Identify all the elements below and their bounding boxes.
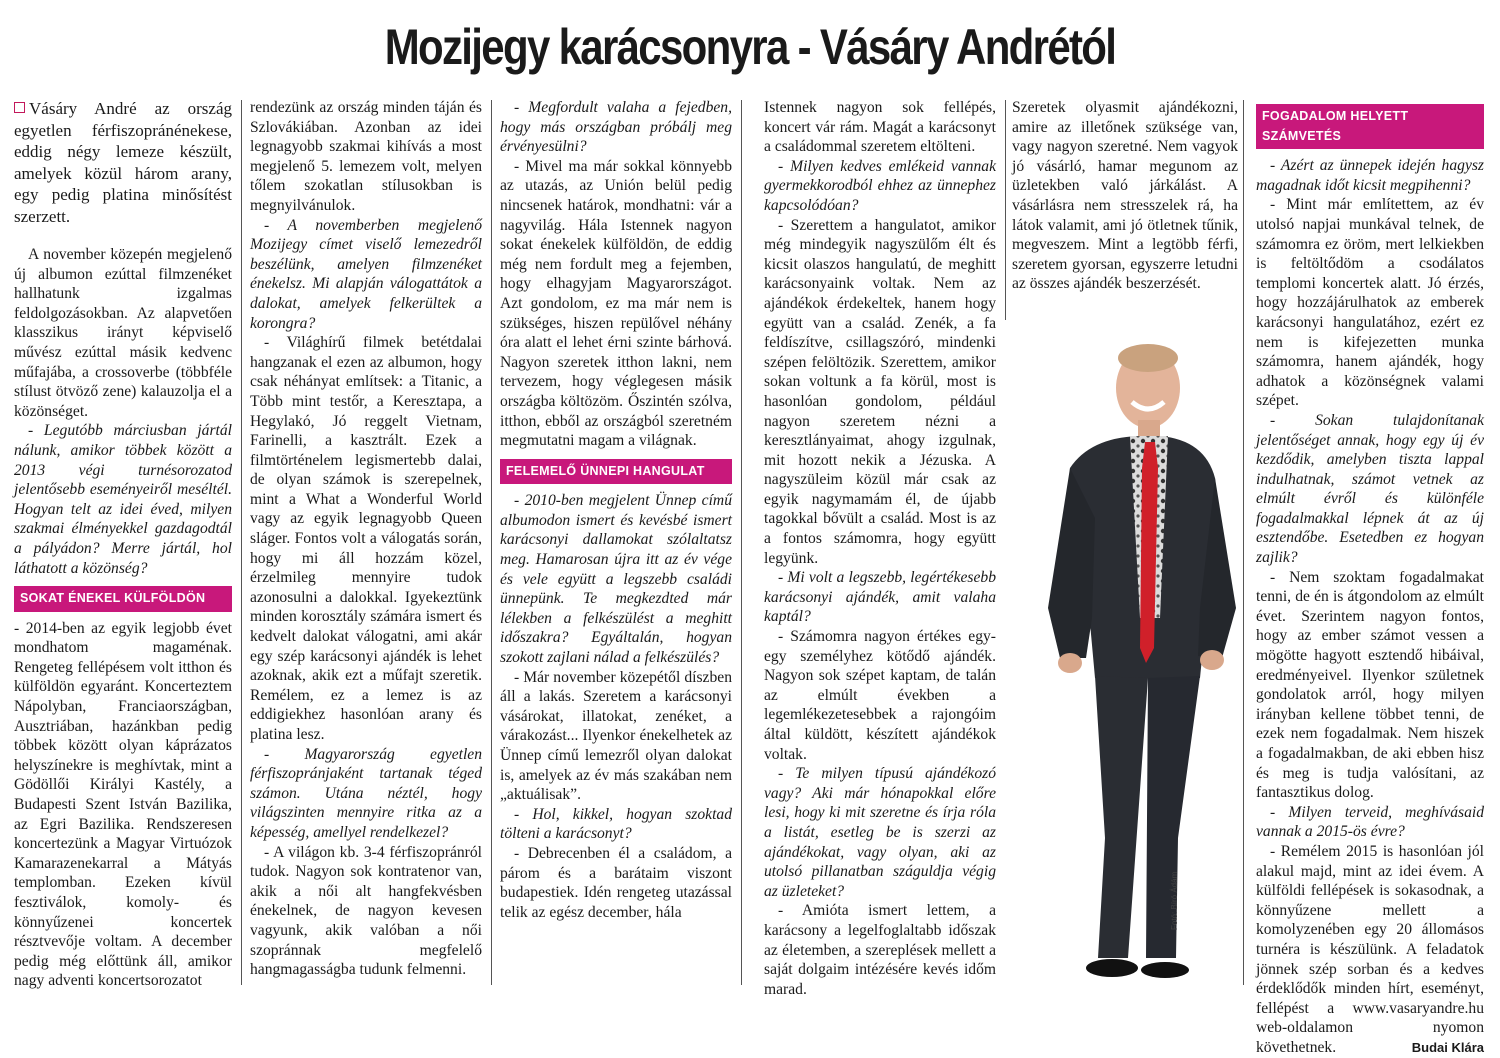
lead-paragraph: Vásáry André az ország egyetlen férfiszopránénekese, eddig négy lemeze készült, amelyek közül három arany, egy pedig platina minősítést szerzett. [14,99,232,226]
question: - Hol, kikkel, hogyan szoktad tölteni a karácsonyt? [500,805,732,843]
column-5 [1012,98,1238,328]
column-2 [250,98,482,998]
column-divider [1005,100,1006,320]
question: - A novemberben megjelenő Mozijegy címet viselő lemezedről beszélünk, amelyen filmzenéket énekelsz. Mi alapján válogattátok a dalokat, amelyek felkerültek a korongra? [250,216,482,332]
question: - 2010-ben megjelent Ünnep című albumodon ismert és kevésbé ismert karácsonyi dallamokat szólaltatsz meg. Hamarosan újra itt az év vége és vele együtt a legszebb családi ünnepünk. Te megkezdted már lélekben a felkészülést a meghitt időszakra? Egyáltalán, hogyan szokott zajlani nálad a felkészülés? [500,492,732,667]
right-hand [1200,650,1224,670]
right-shoe [1141,962,1189,978]
question: - Azért az ünnepek idején hagysz magadnak időt kicsit megpihenni? [1256,157,1484,194]
portrait-photo [1000,318,1240,988]
question: - Legutóbb márciusban jártál nálunk, amikor többek között a 2013 végi turnésorozatod jelentősebb eseményeiről meséltél. Hogyan telt az idei éved, milyen szakmai élményekkel gazdagodtál a pályádon? Merre jártál, hol láthatott a közönség? [14,422,232,577]
left-hand [1058,653,1082,673]
answer: - A világon kb. 3-4 férfiszopránról tudok. Nagyon sok kontratenor van, akik a női alt hangfekvésben énekelnek, de nagyon kevesen vagyunk, akik valóban a női szopránnak megfelelő hangmagasságba tudunk felmenni. [250,843,482,979]
question: - Magyarország egyetlen férfiszopránjaként tartanak téged számon. Utána néztél, hogy világszinten mennyire ritka az a képesség, amellyel rendelkezel? [250,745,482,841]
left-leg [1095,676,1148,958]
photo-credit: Fotó: Bíró Ádám [1170,871,1179,930]
lead-marker-icon [14,102,25,113]
column-4 [764,98,996,998]
answer: - Mint már említettem, az év utolsó napjai munkával telnek, de számomra ez öröm, mert lelkiekben is feltöltődöm a csodálatos templomi koncertek alatt. Jó érzés, hogy hozzájárulhatok az emberek karácsonyi hangulatához, ezért ez nem is kifejezetten munka számomra, hanem ajándék, hogy adhatok a közönségnek valami szépet. [1256,196,1484,410]
answer: - Debrecenben él a családom, a párom és a barátaim viszont budapestiek. Idén rengeteg utazással telik az egész december, hála [500,844,732,921]
column-divider [241,100,242,985]
answer: - 2014-ben az egyik legjobb évet mondhatom magaménak. Rengeteg fellépésem volt itthon és külföldön egyaránt. Koncerteztem Nápolyban, Franciaországban, Ausztriában, hazánkban pedig többek között olyan káprázatos helyszínekre is meghívtak, mint a Gödöllői Királyi Kastély, a Budapesti Szent István Bazilika, az Egri Bazilika. Rendszeresen koncertezünk a Magyar Virtuózok Kamarazenekarral a Mátyás templomban. Ezeken kívül fesztiválok, komoly- és könnyűzenei koncertek résztvevője voltam. A december pedig még előttünk áll, amikor nagy adventi koncertsorozatot [14,619,232,990]
column-3 [500,98,732,998]
question: - Sokan tulajdonítanak jelentőséget annak, hogy egy új év kezdődik, amelyben tiszta lappal indulhatnak, számot vetnek az elmúlt évről és különféle fogadalmakkal lépnek át az új esztendőbe. Esetedben ez hogyan zajlik? [1256,411,1484,567]
question: - Mi volt a legszebb, legértékesebb karácsonyi ajándék, amit valaha kaptál? [764,569,996,626]
column-divider [1243,100,1244,985]
answer: - Már november közepétől díszben áll a lakás. Szeretem a karácsonyi vásárokat, illatokat, zenéket, a várakozást... Ilyenkor énekelhetek az Ünnep című lemezről olyan dalokat is, amelyek az év más szakában nem „aktuálisak”. [500,668,732,804]
answer: - Világhírű filmek betétdalai hangzanak el ezen az albumon, hogy csak néhányat említsek: a Titanic, a Több mint testőr, a Keresztapa, a Hegylakó, Jó reggelt Vietnam, Farinelli, a kasztrált. Ezek a filmtörténelem legismertebb dalai, de olyan számok is szerepelnek, mint a What a Wonderful World vagy az egyik legnagyobb Queen sláger. Fontos volt a válogatás során, hogy mi áll hozzám közel, érzelmileg mennyire tudok azonosulni a dalokkal. Igyekeztünk minden korosztály számára ismert és kedvelt dalokat válogatni, ami akár egy szép karácsonyi ajándék is lehet azoknak, akik ezt a műfajt szeretik. Remélem, ez a lemez is az eddigiekhez hasonlóan arany és platina lesz. [250,334,482,743]
left-shoe [1086,959,1138,977]
column-6 [1256,98,1484,1056]
question: - Milyen terveid, meghívásaid vannak a 2015-ös évre? [1256,803,1484,841]
subheading: SOKAT ÉNEKEL KÜLFÖLDÖN [14,586,232,612]
body-paragraph: rendezünk az ország minden táján és Szlovákiában. Azonban az idei legnagyobb szakmai kihívás a most megjelenő 5. lemezem volt, melyen tőlem szokatlan stílusokban is megnyilvánulok. [250,99,482,214]
subheading: FELEMELŐ ÜNNEPI HANGULAT [500,459,732,485]
hair [1118,344,1178,372]
answer: - Nem szoktam fogadalmakat tenni, de én is átgondolom az elmúlt évet. Szerintem nagyon fontos, hogy az ember számot vessen a mögötte hagyott esztendő hibáival, eredményeivel. Ilyenkor születnek gondolatok arról, hogy milyen irányban kellene többet tenni, de ezek nem fogadalmak. Nem hiszek a fogadalmakban, de aki ebben hisz és meg is tudja valósítani, az fantasztikus dolog. [1256,568,1484,802]
body-paragraph: Szeretek olyasmit ajándékozni, amire az illetőnek szüksége van, vagy nagyon szeretné. Nem vagyok jó vásárló, hamar megunom az üzletekben való járkálást. A vásárlásra nem stresszelek rá, ha látok valamit, ami jó ötletnek tűnik, megveszem. Mint a legtöbb férfi, szeretem gyorsan, egyszerre letudni az összes ajándék beszerzését. [1012,99,1238,293]
answer: - Számomra nagyon értékes egy-egy személyhez kötődő ajándék. Nagyon sok szépet kaptam, de talán az elmúlt években a legemlékezetesebbek a rajongóim által küldött, készített ajándékok voltak. [764,628,996,763]
author-signature: Budai Klára [1411,1039,1484,1055]
body-paragraph: A november közepén megjelenő új albumon ezúttal filmzenéket hallhatunk izgalmas feldolgozásokban. Az alapvetően klasszikus irányt képviselő művész ezúttal másik kedvenc műfajába, a crossoverbe (többféle stílust ötvöző zene) kalauzolja el a közönséget. [14,246,232,420]
body-paragraph: Istennek nagyon sok fellépés, koncert vár rám. Magát a karácsonyt a családommal szeretem eltölteni. [764,99,996,156]
answer: - Mivel ma már sokkal könnyebb az utazás, az Unión belül pedig nincsenek határok, mondhatni: vár a nagyvilág. Hála Istennek nagyon sokat énekelek külföldön, de eddig még nem fordult meg a fejemben, hogy elhagyjam Magyarországot. Azt gondolom, ez ma már nem is szükséges, hiszen repülővel néhány óra alatt el lehet érni szinte bárhová. Nagyon szeretek itthon lakni, nem tervezem, hogy véglegesen másik országba költözöm. Őszintén szólva, itthon, ebből az országból szeretném megmutatni magam a világnak. [500,157,732,450]
subheading: FOGADALOM HELYETT SZÁMVETÉS [1256,104,1484,149]
column-divider [491,100,492,985]
answer: - Remélem 2015 is hasonlóan jól alakul majd, mint az idei évem. A külföldi fellépések is sokasodnak, a könnyűzene mellett a komolyzenében egy 20 állomásos turnéra is készülünk. A feladatok jönnek szép sorban és a kedves érdeklődők minden hírt, eseményt, fellépést a www.vasaryandre.hu web-oldalamon nyomon követhetnek. Budai Klára [1256,842,1484,1056]
answer: - Szerettem a hangulatot, amikor még mindegyik nagyszülőm élt és kicsit olaszos hangulatú, de meghitt karácsonyaink voltak. Nem az ajándékok érdekeltek, hanem hogy együtt van a család. Zenék, a fa feldíszítve, csillagszóró, mindenki szépen felöltözik. Szerettem, amikor sokan voltunk a fa körül, most is hasonlóan gondolom, például nagyon szeretem nézni a keresztlányaimat, ahogy izgulnak, mit hozott nekik a Jézuska. A nagyszüleim közül már csak az egyik nagymamám él, de újabb tagokkal bővült a család. Most is az a fontos számomra, hogy együtt legyünk. [764,216,996,567]
question: - Milyen kedves emlékeid vannak gyermekkorodból ehhez az ünnephez kapcsolódóan? [764,157,996,214]
question: - Megfordult valaha a fejedben, hogy más országban próbálj meg érvényesülni? [500,99,732,156]
headline: Mozijegy karácsonyra - Vásáry Andrétól [384,19,1116,75]
question: - Te milyen típusú ajándékozó vagy? Aki már hónapokkal előre lesi, hogy ki mit szeretne és írja róla a listát, esetleg be is szerzi az ajándékokat, vagy olyan, aki az utolsó pillanatban száguldja végig az üzleteket? [764,765,996,900]
answer: - Amióta ismert lettem, a karácsony a legelfoglaltabb időszak az életemben, a szereplések mellett a saját dolgaim intézésére kevés időm marad. [764,902,996,998]
column-divider [741,100,742,985]
column-1 [14,98,232,998]
